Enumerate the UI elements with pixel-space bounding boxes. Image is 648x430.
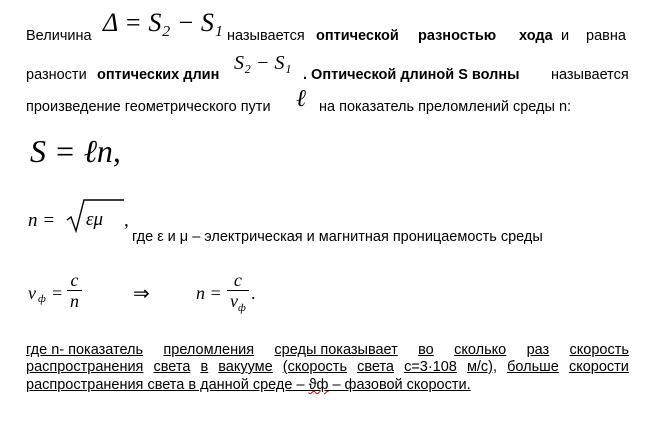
text-nazyvaetsya: называется (227, 28, 305, 44)
note-text-c: – фазовой скорости. (328, 377, 471, 393)
note-symbol-phase-velocity: ϑф (308, 377, 329, 393)
note-word: скорости (568, 359, 629, 375)
note-word: преломления (163, 342, 255, 358)
text-i: и (561, 28, 570, 44)
equation-n-lhs-2: n = (196, 283, 222, 303)
note-word: м/с), (466, 359, 498, 375)
text-ravna: равна (586, 28, 626, 44)
term-opticheskih-dlin: оптических длин (97, 67, 220, 83)
term-raznostyu: разностью (418, 28, 497, 44)
formula-s2-s1: S₂ − S₁ (234, 52, 292, 74)
equation-n-lhs: n = (28, 210, 56, 231)
note-word: распространения (26, 359, 144, 375)
note-word: света (153, 359, 191, 375)
fraction-c-over-v (227, 270, 249, 318)
fraction-denominator: n (70, 291, 79, 311)
text-na-pokazatel: на показатель преломлений среды n: (319, 99, 572, 115)
term-hoda: хода (519, 28, 553, 44)
implies-arrow-icon: ⇒ (133, 283, 150, 305)
var-v: v (28, 283, 36, 303)
text-proizvedenie: произведение геометрического пути (26, 99, 271, 115)
text-gde-epsilon-mu: где ε и μ – электрическая и магнитная проницаемость среды (132, 229, 543, 245)
equation-period: . (251, 283, 256, 303)
note-word: сколько (454, 342, 507, 358)
note-line-1 (26, 342, 629, 358)
text-velichina: Величина (26, 28, 92, 44)
sqrt-content: εμ (86, 209, 104, 230)
note-word: больше (507, 359, 559, 375)
equals-1: = (52, 283, 63, 303)
note-line-2 (26, 359, 629, 375)
text-nazyvaetsya-2: называется (551, 67, 629, 83)
note-word: раз (526, 342, 550, 358)
note-word: c=3·108 (404, 359, 457, 375)
note-word: в (200, 359, 209, 375)
term-opticheskoy-dlinoy: . Оптической длиной S волны (303, 67, 520, 83)
note-word: среды показывает (274, 342, 398, 358)
den-v: v (230, 291, 238, 311)
sqrt-comma: , (124, 210, 129, 231)
note-text-a: распространения света в данной среде – (26, 377, 309, 393)
fraction-numerator-2: c (233, 270, 242, 290)
fraction-c-over-n (67, 270, 82, 311)
formula-delta: Δ = S₂ − S₁ (103, 8, 223, 37)
note-word: вакууме (218, 359, 273, 375)
var-v-sub: ф (38, 293, 46, 305)
note-word: скорость (569, 342, 629, 358)
note-word: (скорость (282, 359, 348, 375)
den-v-sub: ф (238, 302, 246, 314)
fraction-denominator-2 (227, 291, 249, 318)
equation-s-ln: S = ℓn, (30, 133, 121, 169)
text-raznosti: разности (26, 67, 87, 83)
term-opticheskoy: оптической (316, 28, 399, 44)
fraction-numerator: c (70, 270, 79, 290)
note-word: во (418, 342, 434, 358)
note-line-3 (26, 377, 471, 393)
note-word: где n- показатель (26, 342, 144, 358)
note-word: света (357, 359, 394, 375)
symbol-l: ℓ (296, 86, 306, 112)
